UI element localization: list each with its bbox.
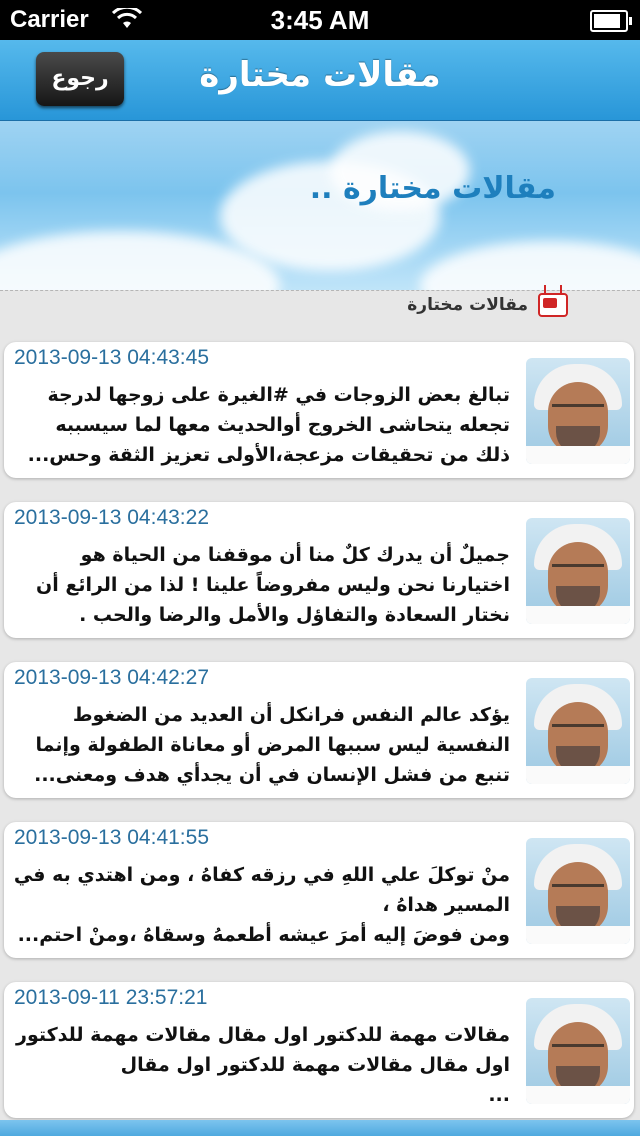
banner-heading: مقالات مختارة ..: [309, 171, 556, 206]
excerpt-line: ...: [488, 1084, 510, 1106]
article-excerpt: [10, 540, 510, 630]
article-excerpt: [10, 380, 510, 470]
article-excerpt: [10, 700, 510, 790]
article-date: 2013-09-13 04:43:22: [14, 506, 209, 529]
author-avatar: [526, 358, 630, 464]
article-excerpt: [10, 860, 510, 950]
author-avatar: [526, 838, 630, 944]
section-header: [0, 290, 640, 331]
back-button[interactable]: رجوع: [36, 52, 124, 106]
header-banner: [0, 121, 640, 301]
page-title: مقالات مختارة: [199, 55, 441, 95]
clock: 3:45 AM: [270, 5, 370, 35]
author-avatar: [526, 678, 630, 784]
tv-icon: [538, 293, 568, 317]
excerpt-line: اول مقال مقالات مهمة للدكتور اول مقال: [120, 1054, 510, 1076]
article-item[interactable]: [4, 502, 634, 638]
author-avatar: [526, 998, 630, 1104]
article-excerpt: [10, 1020, 510, 1110]
article-item[interactable]: [4, 982, 634, 1118]
excerpt-line: مقالات مهمة للدكتور اول مقال مقالات مهمة للدكتور: [16, 1024, 510, 1046]
article-date: 2013-09-11 23:57:21: [14, 986, 208, 1009]
status-bar: [0, 0, 640, 40]
section-label: مقالات مختارة: [407, 295, 528, 315]
article-date: 2013-09-13 04:42:27: [14, 666, 209, 689]
navigation-bar: [0, 40, 640, 121]
article-date: 2013-09-13 04:43:45: [14, 346, 209, 369]
excerpt-line: ذلك من تحقيقات مزعجة،الأولى تعزيز الثقة وحس...: [27, 444, 510, 466]
battery-icon: [590, 10, 628, 32]
excerpt-line: يؤكد عالم النفس فرانكل أن العديد من الضغوط: [72, 704, 510, 726]
excerpt-line: المسير هداهُ ،: [382, 894, 510, 916]
article-item[interactable]: [4, 822, 634, 958]
excerpt-line: اختيارنا نحن وليس مفروضاً علينا ! لذا من الرائع أن: [36, 574, 510, 596]
excerpt-line: جميلٌ أن يدرك كلٌ منا أن موقفنا من الحياة هو: [80, 544, 510, 566]
excerpt-line: تبالغ بعض الزوجات في #الغيرة على زوجها لدرجة: [47, 384, 510, 406]
excerpt-line: تجعله يتحاشى الخروج أوالحديث معها لما سيسببه: [55, 414, 510, 436]
article-item[interactable]: [4, 342, 634, 478]
article-item[interactable]: [4, 662, 634, 798]
excerpt-line: ومن فوضَ إليه أمرَ عيشه أطعمهُ وسقاهُ ،ومنْ احتم...: [17, 924, 510, 946]
carrier-label: Carrier: [10, 6, 89, 33]
article-date: 2013-09-13 04:41:55: [14, 826, 209, 849]
excerpt-line: النفسية ليس سببها المرض أو معاناة الطفولة وإنما: [35, 734, 510, 756]
excerpt-line: منْ توكلَ علي اللهِ في رزقه كفاهُ ، ومن اهتدي به في: [13, 864, 510, 886]
author-avatar: [526, 518, 630, 624]
excerpt-line: نختار السعادة والتفاؤل والأمل والرضا والحب .: [79, 604, 510, 626]
excerpt-line: تنبع من فشل الإنسان في أن يجدأي هدف ومعنى...: [34, 764, 510, 786]
footer-decoration: [0, 1120, 640, 1136]
